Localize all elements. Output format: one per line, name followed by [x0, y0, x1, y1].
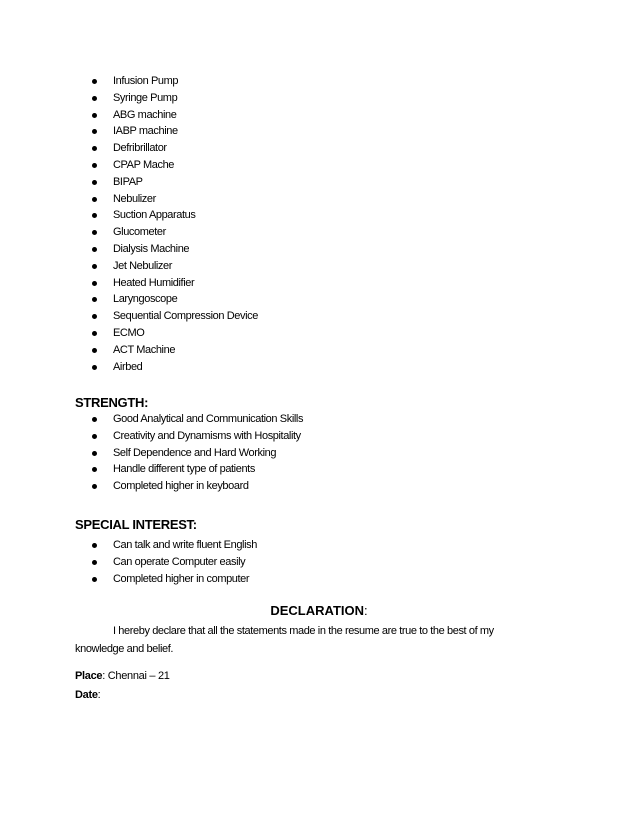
list-item-text: ABG machine — [113, 108, 177, 121]
list-item-text: Laryngoscope — [113, 293, 178, 306]
list-item — [92, 554, 257, 571]
list-item-text: Glucometer — [113, 226, 166, 239]
bullet-icon — [92, 348, 97, 353]
bullet-icon — [92, 247, 97, 252]
bullet-icon — [92, 314, 97, 319]
list-item — [92, 537, 257, 554]
list-item-text: Can talk and write fluent English — [113, 539, 257, 551]
list-item — [92, 224, 258, 241]
list-item — [92, 308, 258, 325]
list-item-text: Heated Humidifier — [113, 276, 195, 289]
equipment-list — [92, 73, 258, 375]
bullet-icon — [92, 79, 97, 84]
bullet-icon — [92, 417, 97, 422]
bullet-icon — [92, 331, 97, 336]
bullet-icon — [92, 297, 97, 302]
list-item — [92, 73, 258, 90]
list-item — [92, 461, 303, 478]
list-item — [92, 140, 258, 157]
list-item-text: Dialysis Machine — [113, 242, 190, 255]
strength-list — [92, 411, 303, 495]
bullet-icon — [92, 213, 97, 218]
list-item — [92, 411, 303, 428]
bullet-icon — [92, 365, 97, 370]
list-item-text: ECMO — [113, 326, 145, 339]
list-item-text: CPAP Mache — [113, 158, 175, 171]
list-item — [92, 90, 258, 107]
bullet-icon — [92, 163, 97, 168]
list-item-text: IABP machine — [113, 125, 178, 138]
bullet-icon — [92, 484, 97, 489]
list-item-text: Suction Apparatus — [113, 209, 196, 222]
list-item — [92, 342, 258, 359]
bullet-icon — [92, 543, 97, 548]
list-item-text: Airbed — [113, 360, 143, 373]
date-value: : — [97, 689, 101, 701]
bullet-icon — [92, 197, 97, 202]
list-item — [92, 359, 258, 376]
declaration-text: I hereby declare that all the statements made in the resume are true to the best of my knowledge and belief. — [75, 625, 494, 655]
list-item-text: BIPAP — [113, 175, 143, 188]
list-item-text: Completed higher in keyboard — [113, 480, 249, 493]
bullet-icon — [92, 146, 97, 151]
list-item-text: Good Analytical and Communication Skills — [113, 413, 304, 425]
list-item — [92, 241, 258, 258]
list-item — [92, 428, 303, 445]
date-field — [75, 689, 100, 701]
list-item — [92, 445, 303, 462]
place-value: : Chennai – 21 — [102, 670, 170, 682]
bullet-icon — [92, 577, 97, 582]
bullet-icon — [92, 113, 97, 118]
list-item-text: Completed higher in computer — [113, 572, 250, 585]
list-item — [92, 478, 303, 495]
bullet-icon — [92, 264, 97, 269]
list-item — [92, 191, 258, 208]
list-item — [92, 107, 258, 124]
list-item-text: Defribrillator — [113, 142, 167, 155]
list-item-text: Nebulizer — [113, 192, 156, 205]
bullet-icon — [92, 129, 97, 134]
strength-heading: STRENGTH: — [75, 395, 149, 410]
special-interest-heading: SPECIAL INTEREST: — [75, 517, 197, 532]
list-item — [92, 258, 258, 275]
list-item — [92, 325, 258, 342]
list-item-text: Infusion Pump — [113, 75, 179, 87]
bullet-icon — [92, 281, 97, 286]
list-item — [92, 157, 258, 174]
list-item — [92, 275, 258, 292]
list-item-text: Creativity and Dynamisms with Hospitality — [113, 429, 301, 442]
bullet-icon — [92, 180, 97, 185]
bullet-icon — [92, 467, 97, 472]
declaration-heading — [0, 603, 638, 618]
list-item-text: Can operate Computer easily — [113, 555, 246, 568]
bullet-icon — [92, 96, 97, 101]
declaration-title: DECLARATION — [270, 603, 364, 618]
list-item-text: Handle different type of patients — [113, 463, 255, 476]
list-item — [92, 291, 258, 308]
date-label: Date — [75, 689, 98, 701]
special-interest-list — [92, 537, 257, 587]
list-item-text: ACT Machine — [113, 343, 176, 356]
list-item-text: Syringe Pump — [113, 91, 178, 104]
list-item — [92, 174, 258, 191]
place-label: Place — [75, 670, 103, 682]
bullet-icon — [92, 560, 97, 565]
list-item — [92, 571, 257, 588]
bullet-icon — [92, 230, 97, 235]
bullet-icon — [92, 451, 97, 456]
list-item-text: Self Dependence and Hard Working — [113, 446, 277, 459]
list-item-text: Sequential Compression Device — [113, 310, 258, 323]
list-item-text: Jet Nebulizer — [113, 259, 172, 272]
bullet-icon — [92, 434, 97, 439]
list-item — [92, 207, 258, 224]
declaration-colon: : — [364, 603, 368, 618]
list-item — [92, 123, 258, 140]
place-field — [75, 670, 170, 682]
